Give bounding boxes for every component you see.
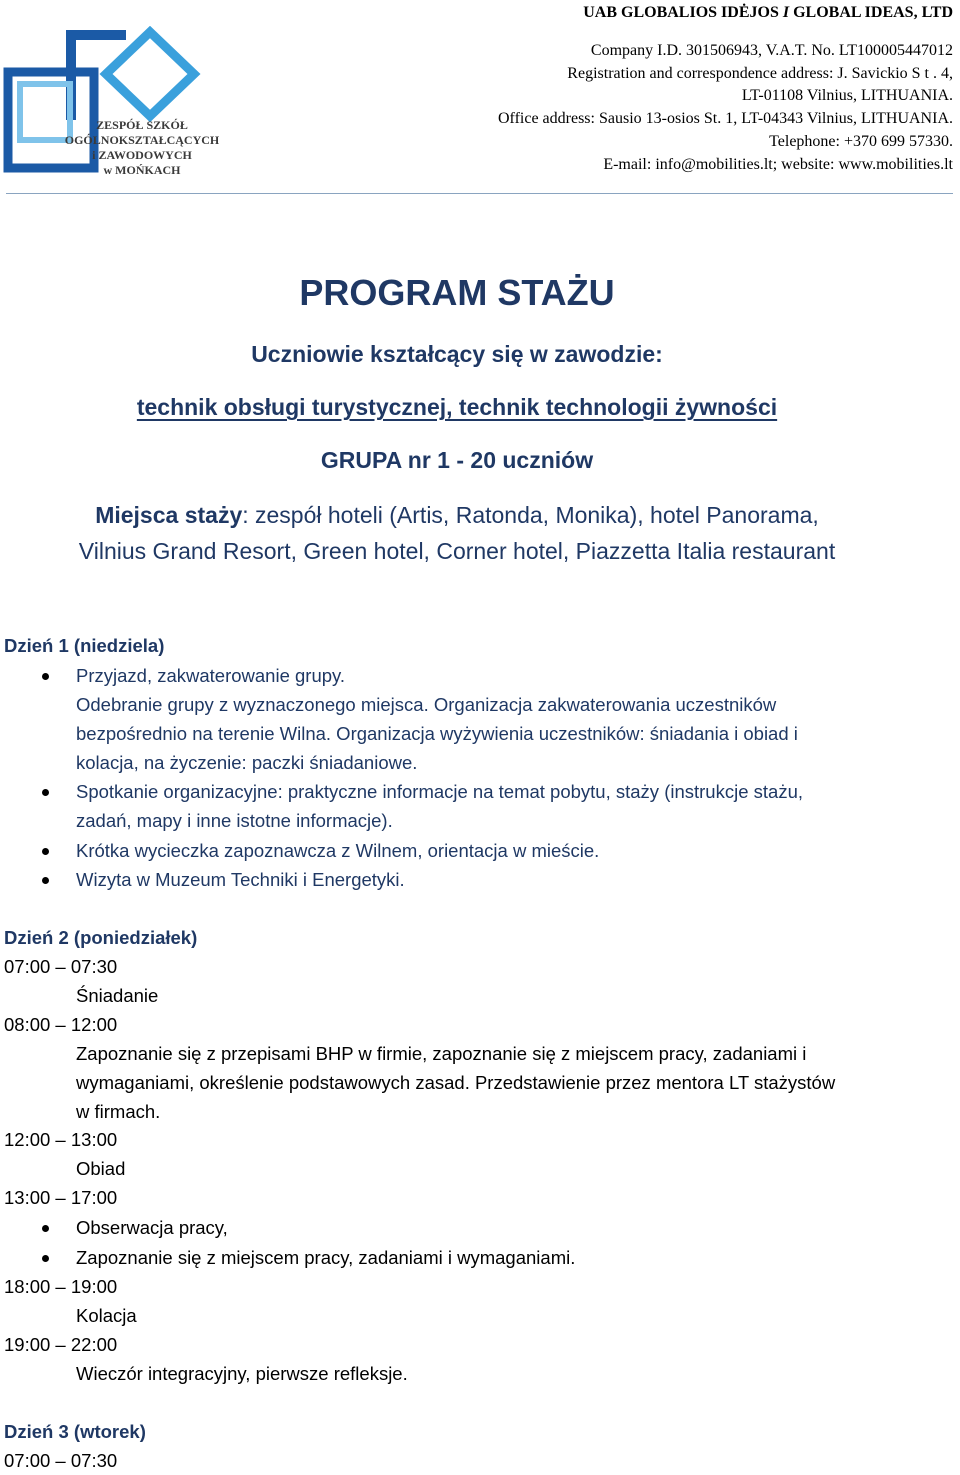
list-item: Odebranie grupy z wyznaczonego miejsca. Organizacja zakwaterowania uczestników xyxy=(76,694,777,715)
activity: Obiad xyxy=(76,1158,126,1179)
company-office: Office address: Sausio 13-osios St. 1, LT-04343 Vilnius, LITHUANIA. xyxy=(497,110,953,128)
list-item: Przyjazd, zakwaterowanie grupy. xyxy=(76,665,346,686)
list-item: kolacja, na życzenie: paczki śniadaniowe. xyxy=(76,752,418,773)
professions: technik obsługi turystycznej, technik technologii żywności xyxy=(136,394,778,420)
list-item: Spotkanie organizacyjne: praktyczne informacje na temat pobytu, staży (instrukcje stażu, xyxy=(76,781,803,802)
bullet-icon xyxy=(42,789,49,796)
company-name-part: GLOBAL IDEAS, LTD xyxy=(789,4,953,21)
group-label: GRUPA nr 1 - 20 uczniów xyxy=(320,447,594,473)
time-slot: 08:00 – 12:00 xyxy=(4,1014,118,1035)
places-label: Miejsca staży xyxy=(95,502,243,528)
day3-heading: Dzień 3 (wtorek) xyxy=(4,1421,146,1442)
places-line-1 xyxy=(0,497,914,533)
company-name-part: UAB GLOBALIOS IDĖJOS xyxy=(583,4,783,21)
list-item: Krótka wycieczka zapoznawcza z Wilnem, orientacja w mieście. xyxy=(76,840,600,861)
bullet-icon xyxy=(42,1255,49,1262)
page-title: PROGRAM STAŻU xyxy=(299,272,615,313)
logo-line: ZESPÓŁ SZKÓŁ xyxy=(96,118,188,132)
activity: Śniadanie xyxy=(76,985,159,1006)
header-divider xyxy=(6,193,953,194)
list-item: Obserwacja pracy, xyxy=(76,1217,228,1238)
list-item: bezpośrednio na terenie Wilna. Organizacja wyżywienia uczestników: śniadania i obiad i xyxy=(76,723,798,744)
company-name xyxy=(498,2,953,25)
company-address-city: LT-01108 Vilnius, LITHUANIA. xyxy=(741,87,953,105)
company-email: E-mail: info@mobilities.lt; website: www.mobilities.lt xyxy=(603,155,953,173)
school-logo xyxy=(2,26,232,184)
logo-text xyxy=(54,118,230,178)
places-text: : zespół hoteli (Artis, Ratonda, Monika), hotel Panorama, xyxy=(242,502,819,528)
activity: Zapoznanie się z przepisami BHP w firmie, zapoznanie się z miejscem pracy, zadaniami i xyxy=(76,1043,807,1064)
activity: w firmach. xyxy=(76,1101,161,1122)
logo-line: OGÓLNOKSZTAŁCĄCYCH xyxy=(64,133,220,147)
logo-line: w MOŃKACH xyxy=(103,163,181,177)
time-slot: 12:00 – 13:00 xyxy=(4,1129,118,1150)
company-address: Registration and correspondence address: J. Savickio S t . 4, xyxy=(567,64,953,82)
company-name-italic: I xyxy=(782,4,790,21)
day2-heading: Dzień 2 (poniedziałek) xyxy=(4,927,198,948)
places-line-2: Vilnius Grand Resort, Green hotel, Corner hotel, Piazzetta Italia restaurant xyxy=(78,538,836,564)
list-item: Zapoznanie się z miejscem pracy, zadaniami i wymaganiami. xyxy=(76,1247,576,1268)
company-phone: Telephone: +370 699 57330. xyxy=(769,132,953,150)
activity: Wieczór integracyjny, pierwsze refleksje. xyxy=(76,1363,408,1384)
logo-line: i ZAWODOWYCH xyxy=(92,148,192,162)
time-slot: 19:00 – 22:00 xyxy=(4,1334,118,1355)
activity: Kolacja xyxy=(76,1305,137,1326)
day1-heading: Dzień 1 (niedziela) xyxy=(4,635,165,656)
subtitle: Uczniowie kształcący się w zawodzie: xyxy=(251,341,663,367)
company-info xyxy=(498,2,953,177)
time-slot: 07:00 – 07:30 xyxy=(4,1450,118,1471)
bullet-icon xyxy=(42,1225,49,1232)
activity: wymaganiami, określenie podstawowych zasad. Przedstawienie przez mentora LT stażystów xyxy=(76,1072,836,1093)
time-slot: 13:00 – 17:00 xyxy=(4,1187,118,1208)
bullet-icon xyxy=(42,673,49,680)
bullet-icon xyxy=(42,848,49,855)
time-slot: 07:00 – 07:30 xyxy=(4,956,118,977)
time-slot: 18:00 – 19:00 xyxy=(4,1276,118,1297)
company-id: Company I.D. 301506943, V.A.T. No. LT100005447012 xyxy=(590,41,953,59)
list-item: zadań, mapy i inne istotne informacje). xyxy=(76,810,393,831)
list-item: Wizyta w Muzeum Techniki i Energetyki. xyxy=(76,869,405,890)
bullet-icon xyxy=(42,877,49,884)
